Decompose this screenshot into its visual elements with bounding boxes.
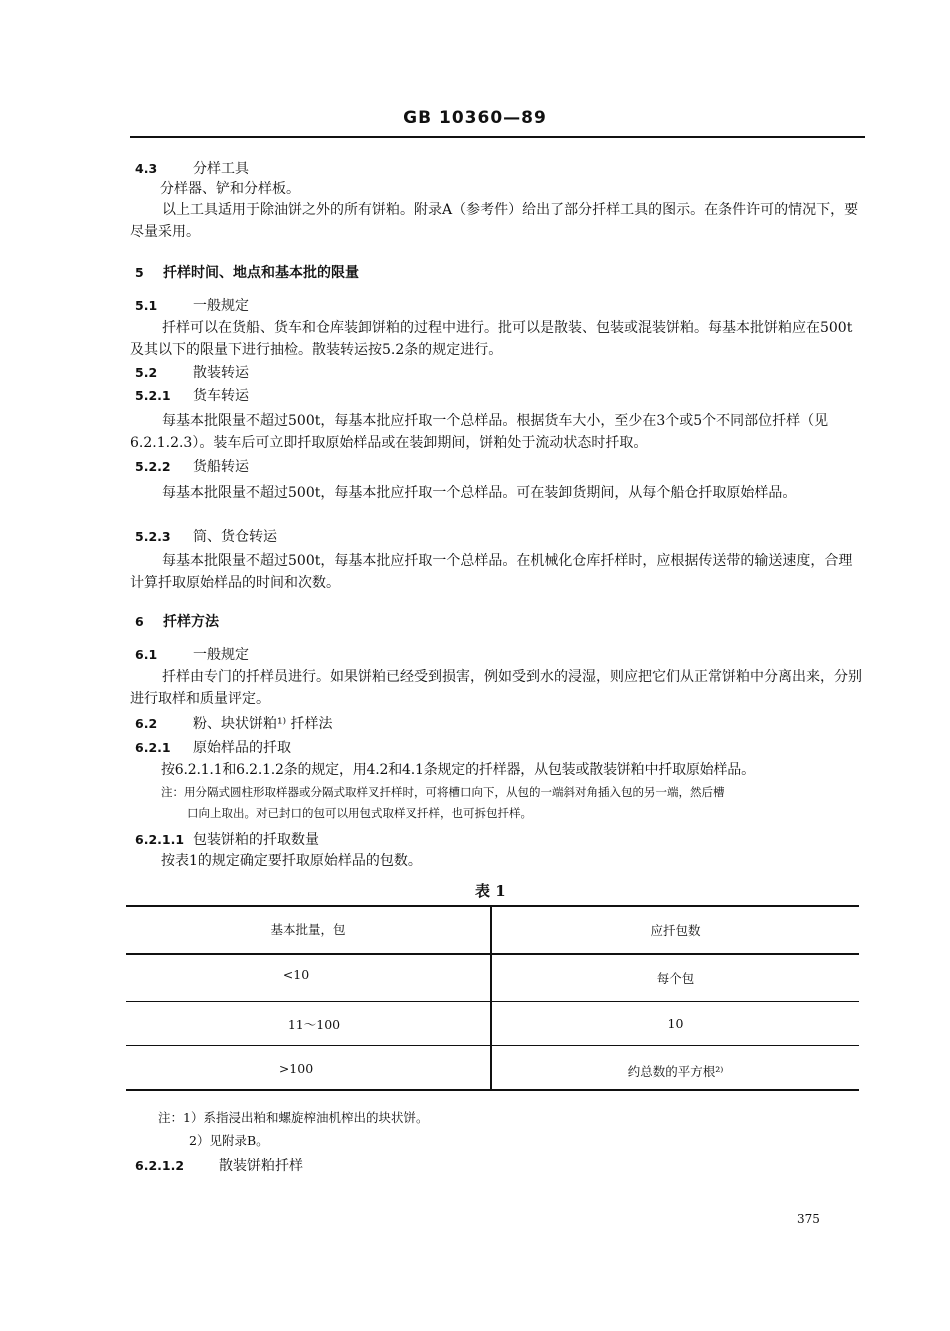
table-footnote-2: 2）见附录B。 — [189, 1133, 269, 1148]
section-6-2-1-para: 按6.2.1.1和6.2.1.2条的规定，用4.2和4.1条规定的扦样器，从包装或散装饼粕中扦取原始样品。 — [161, 762, 755, 778]
section-6-2-heading: 6.2 粉、块状饼粕¹⁾ 扦样法 — [135, 716, 333, 732]
header-rule — [130, 136, 865, 138]
table-cell: >100 — [278, 1061, 314, 1076]
table-header-rule — [126, 953, 859, 955]
table-cell: 每个包 — [656, 971, 695, 986]
section-4-3-heading: 4.3 分样工具 — [135, 161, 249, 177]
section-6-2-1-1-heading: 6.2.1.1 包装饼粕的扦取数量 — [135, 832, 319, 848]
section-6-heading: 6 扦样方法 — [135, 614, 219, 630]
table-bottom-rule — [126, 1089, 859, 1091]
section-5-2-3-heading: 5.2.3 筒、货仓转运 — [135, 529, 277, 545]
section-6-1-para: 扦样由专门的扦样员进行。如果饼粕已经受到损害，例如受到水的浸湿，则应把它们从正常饼粕中分离出来，分别进行取样和质量评定。 — [130, 669, 862, 707]
section-5-heading: 5 扦样时间、地点和基本批的限量 — [135, 265, 359, 281]
section-6-2-1-note-line-1: 注：用分隔式圆柱形取样器或分隔式取样叉扦样时，可将槽口向下，从包的一端斜对角插入包的另一端，然后槽 — [161, 785, 725, 799]
section-5-2-2-para: 每基本批限量不超过500t，每基本批应扦取一个总样品。可在装卸货期间，从每个船仓扦取原始样品。 — [162, 485, 797, 501]
section-6-2-1-note-line-2: 口向上取出。对已封口的包可以用包式取样叉扦样，也可拆包扦样。 — [187, 806, 532, 820]
section-6-2-1-heading: 6.2.1 原始样品的扦取 — [135, 740, 291, 756]
section-4-3-para-2: 以上工具适用于除油饼之外的所有饼粕。附录A（参考件）给出了部分扦样工具的图示。在条件许可的情况下，要尽量采用。 — [130, 202, 859, 240]
table-cell: 约总数的平方根²⁾ — [627, 1064, 724, 1079]
section-6-2-1-1-para: 按表1的规定确定要扦取原始样品的包数。 — [161, 853, 422, 869]
table-cell: 10 — [667, 1016, 684, 1031]
table-cell: 11～100 — [287, 1017, 341, 1032]
table-footnote-1: 注：1）系指浸出粕和螺旋榨油机榨出的块状饼。 — [158, 1110, 429, 1125]
table-top-rule — [126, 905, 859, 907]
page-number: 375 — [797, 1212, 820, 1226]
section-5-1-heading: 5.1 一般规定 — [135, 298, 249, 314]
table-header-cell: 基本批量，包 — [270, 922, 346, 937]
table-row-rule — [126, 1001, 859, 1002]
section-5-2-2-heading: 5.2.2 货船转运 — [135, 459, 249, 475]
section-6-2-1-2-heading: 6.2.1.2 散装饼粕扦样 — [135, 1158, 303, 1174]
section-6-1-heading: 6.1 一般规定 — [135, 647, 249, 663]
section-5-2-1-heading: 5.2.1 货车转运 — [135, 388, 249, 404]
table-header-cell: 应扦包数 — [650, 923, 701, 938]
table-cell: <10 — [282, 967, 310, 982]
document-code-header: GB 10360—89 — [403, 108, 547, 128]
table-caption: 表 1 — [475, 882, 506, 900]
section-4-3-para-1: 分样器、铲和分样板。 — [160, 181, 300, 197]
section-5-2-heading: 5.2 散装转运 — [135, 365, 249, 381]
section-5-1-para: 扦样可以在货船、货车和仓库装卸饼粕的过程中进行。批可以是散装、包装或混装饼粕。每基本批饼粕应在500t及其以下的限量下进行抽检。散装转运按5.2条的规定进行。 — [130, 320, 853, 358]
table-row-rule — [126, 1045, 859, 1046]
section-5-2-1-para: 每基本批限量不超过500t，每基本批应扦取一个总样品。根据货车大小，至少在3个或5个不同部位扦样（见6.2.1.2.3）。装车后可立即扦取原始样品或在装卸期间，饼粕处于流动状态时扦取。 — [130, 413, 829, 451]
table-1 — [126, 905, 859, 1091]
section-5-2-3-para: 每基本批限量不超过500t，每基本批应扦取一个总样品。在机械化仓库扦样时，应根据传送带的输送速度，合理计算扦取原始样品的时间和次数。 — [130, 553, 853, 591]
